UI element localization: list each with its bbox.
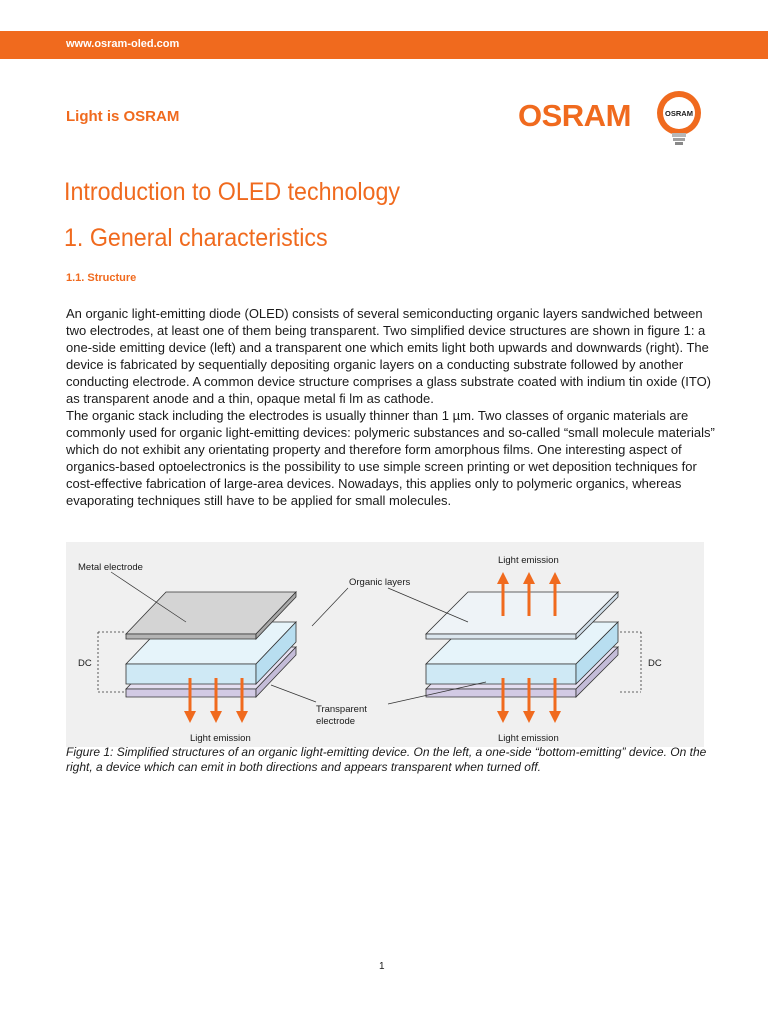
body-text xyxy=(66,305,716,509)
website-link[interactable]: www.osram-oled.com xyxy=(66,38,180,50)
subsection-heading: 1.1. Structure xyxy=(66,272,137,284)
transparent-electrode-label-line1: Transparent xyxy=(316,704,367,715)
section-heading: 1. General characteristics xyxy=(64,224,328,252)
osram-logo xyxy=(516,88,706,146)
metal-electrode-label: Metal electrode xyxy=(78,562,143,573)
right-top-light-emission-label: Light emission xyxy=(498,555,559,566)
paragraph-2: The organic stack including the electrodes is usually thinner than 1 µm. Two classes of organic materials are commonly used for organic light-emitting devices: polymeric substances and so-called “small molecule materials” which do not exhibit any orientating property and therefore form amorphous films. One interesting aspect of organics-based optoelectronics is the possibility to use simple screen printing or wet deposition techniques for cost-effective fabrication of large-area devices. Nowadays, this applies only to polymeric organics, whereas evaporating techniques still have to be applied for small molecules. xyxy=(66,408,715,508)
figure-caption: Figure 1: Simplified structures of an organic light-emitting device. On the left, a one-side “bottom-emitting” device. On the right, a device which can emit in both directions and appears transparent when turned off. xyxy=(66,745,707,774)
transparent-electrode-label-line2: electrode xyxy=(316,716,356,727)
right-dc-label: DC xyxy=(648,658,662,669)
left-light-emission-label: Light emission xyxy=(190,733,251,744)
right-device xyxy=(388,555,662,744)
logo-wordmark: OSRAM xyxy=(518,98,631,133)
bulb-logo-icon xyxy=(654,88,708,146)
right-bottom-light-emission-label: Light emission xyxy=(498,733,559,744)
organic-layers-label: Organic layers xyxy=(349,577,411,588)
logo-bulb-text: OSRAM xyxy=(665,109,693,118)
oled-diagram xyxy=(66,542,704,747)
paragraph-1: An organic light-emitting diode (OLED) consists of several semiconducting organic layers sandwiched between two electrodes, at least one of them being transparent. Two simplified device structures are shown in figure 1: a one-side emitting device (left) and a transparent one which emits light both upwards and downwards (right). The device is fabricated by sequentially depositing organic layers on a conducting substrate followed by another conducting electrode. A common device structure comprises a glass substrate coated with indium tin oxide (ITO) as transparent anode and a thin, opaque metal fi lm as cathode. xyxy=(66,306,712,406)
header-bar xyxy=(0,31,768,59)
page-number: 1 xyxy=(379,961,385,972)
left-dc-label: DC xyxy=(78,658,92,669)
page-title: Introduction to OLED technology xyxy=(64,178,401,206)
tagline: Light is OSRAM xyxy=(66,108,180,125)
left-device xyxy=(78,562,410,744)
figure-oled-structure xyxy=(66,542,704,747)
